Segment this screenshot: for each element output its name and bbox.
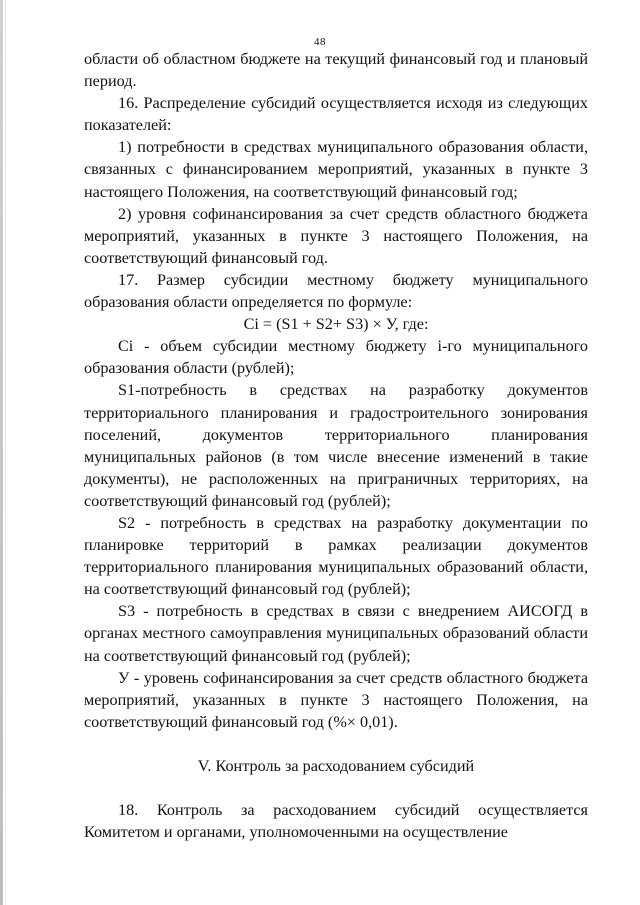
paragraph-s2-definition: S2 - потребность в средствах на разработку документации по планировке территорий в рамках реализации документов территориального планирования муниципальных образований области, на соответствующий финансовый год (рублей);: [84, 513, 588, 599]
page-edge-shadow: [0, 0, 3, 905]
paragraph-continuation: области об областном бюджете на текущий финансовый год и плановый период.: [84, 50, 588, 91]
paragraph-item-1: 1) потребности в средствах муниципального образования области, связанных с финансированием мероприятий, указанных в пункте 3 настоящего Положения, на соответствующий финансовый год;: [84, 138, 588, 201]
page-number: 48: [314, 36, 326, 48]
formula: Ci = (S1 + S2+ S3) × У, где:: [243, 315, 429, 334]
paragraph-item-2: 2) уровня софинансирования за счет средств областного бюджета мероприятий, указанных в пункте 3 настоящего Положения, на соответствующий финансовый год.: [84, 204, 588, 267]
paragraph-clause-16: 16. Распределение субсидий осуществляется исходя из следующих показателей:: [84, 94, 588, 135]
paragraph-u-definition: У - уровень софинансирования за счет средств областного бюджета мероприятий, указанных в пункте 3 настоящего Положения, на соответствующий финансовый год (%× 0,01).: [84, 668, 588, 731]
paragraph-ci-definition: Ci - объем субсидии местному бюджету i-го муниципального образования области (рублей);: [84, 337, 588, 378]
paragraph-clause-17: 17. Размер субсидии местному бюджету муниципального образования области определяется по формуле:: [84, 270, 588, 312]
paragraph-s3-definition: S3 - потребность в средствах в связи с внедрением АИСОГД в органах местного самоуправления муниципальных образований области на соответствующий финансовый год (рублей);: [84, 602, 588, 665]
paragraph-s1-definition: S1-потребность в средствах на разработку документов территориального планирования и градостроительного зонирования поселений, документов территориального планирования муниципальных районов (в том числе внесение изменений в такие документы), не расположенных на приграничных территориях, на соответствующий финансовый год (рублей);: [84, 381, 588, 510]
section-heading: V. Контроль за расходованием субсидий: [197, 756, 475, 775]
document-body: [84, 48, 588, 843]
paragraph-clause-18: 18. Контроль за расходованием субсидий осуществляется Комитетом и органами, уполномоченными на осуществление: [84, 801, 588, 842]
